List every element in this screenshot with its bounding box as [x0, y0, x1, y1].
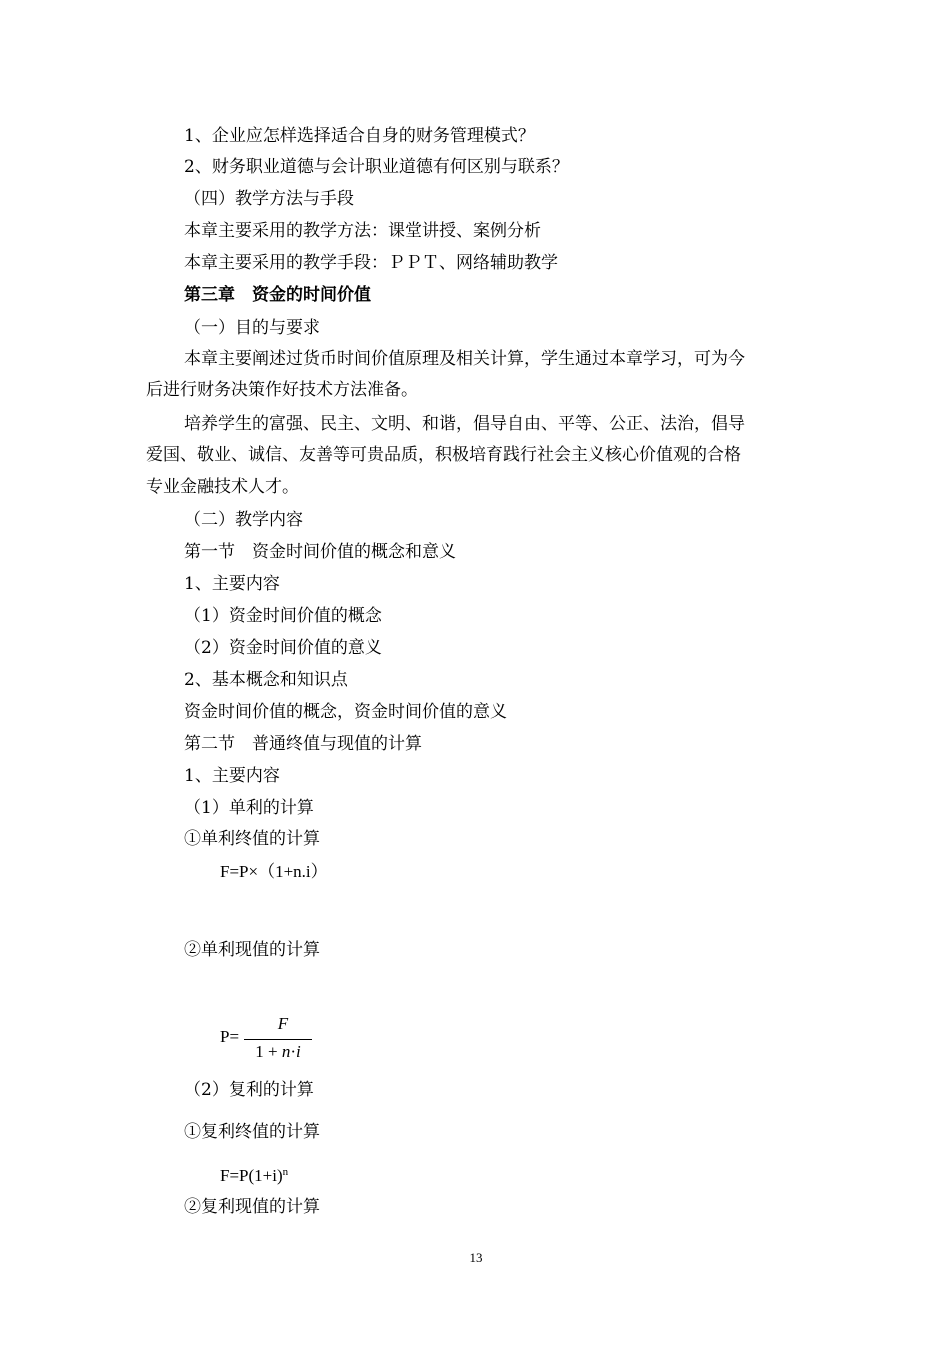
compound-fv-formula	[220, 1160, 288, 1188]
compound-interest-heading: （2）复利的计算	[184, 1080, 314, 1100]
section-1-basic-text: 资金时间价值的概念，资金时间价值的意义	[184, 702, 507, 722]
simple-fv-heading: ①单利终值的计算	[184, 829, 320, 849]
paragraph-1-line-1: 本章主要阐述过货币时间价值原理及相关计算，学生通过本章学习，可为今	[184, 349, 745, 369]
formula-denominator	[244, 1042, 312, 1062]
compound-fv-exponent: n	[282, 1166, 289, 1178]
chapter-title: 第三章 资金的时间价值	[184, 285, 371, 305]
paragraph-1-line-2: 后进行财务决策作好技术方法准备。	[146, 380, 418, 400]
section-1-title: 第一节 资金时间价值的概念和意义	[184, 542, 456, 562]
section-goal: （一）目的与要求	[184, 318, 320, 338]
paragraph-2-line-1: 培养学生的富强、民主、文明、和谐，倡导自由、平等、公正、法治，倡导	[184, 414, 745, 434]
section-1-item-2: （2）资金时间价值的意义	[184, 638, 382, 658]
fraction-bar	[244, 1039, 312, 1040]
page-number: 13	[469, 1250, 483, 1265]
compound-fv-base: F=P(1+i)	[220, 1166, 283, 1185]
section-teaching-methods: （四）教学方法与手段	[184, 189, 354, 209]
denominator-i: i	[296, 1042, 301, 1061]
simple-interest-heading: （1）单利的计算	[184, 798, 314, 818]
question-1: 1、企业应怎样选择适合自身的财务管理模式？	[184, 126, 535, 146]
section-content: （二）教学内容	[184, 510, 303, 530]
paragraph-2-line-2: 爱国、敬业、诚信、友善等可贵品质，积极培育践行社会主义核心价值观的合格	[146, 445, 741, 465]
simple-fv-formula: F=P×（1+n.i）	[220, 862, 328, 881]
section-2-main-content: 1、主要内容	[184, 766, 280, 786]
section-1-main-content: 1、主要内容	[184, 574, 280, 594]
teaching-methods-text: 本章主要采用的教学方法：课堂讲授、案例分析	[184, 221, 541, 241]
question-2: 2、财务职业道德与会计职业道德有何区别与联系？	[184, 157, 569, 177]
section-2-title: 第二节 普通终值与现值的计算	[184, 734, 422, 754]
teaching-means-text: 本章主要采用的教学手段：ＰＰＴ、网络辅助教学	[184, 253, 558, 273]
formula-lhs: P=	[220, 1027, 240, 1046]
paragraph-2-line-3: 专业金融技术人才。	[146, 477, 299, 497]
denominator-n: n	[281, 1042, 291, 1061]
formula-numerator: F	[277, 1014, 289, 1033]
denominator-constant: 1 +	[255, 1042, 282, 1061]
denominator-dot: ·	[290, 1042, 297, 1061]
section-1-item-1: （1）资金时间价值的概念	[184, 606, 382, 626]
simple-pv-heading: ②单利现值的计算	[184, 940, 320, 960]
section-1-basic-concepts: 2、基本概念和知识点	[184, 670, 348, 690]
compound-fv-heading: ①复利终值的计算	[184, 1122, 320, 1142]
compound-pv-heading: ②复利现值的计算	[184, 1197, 320, 1217]
